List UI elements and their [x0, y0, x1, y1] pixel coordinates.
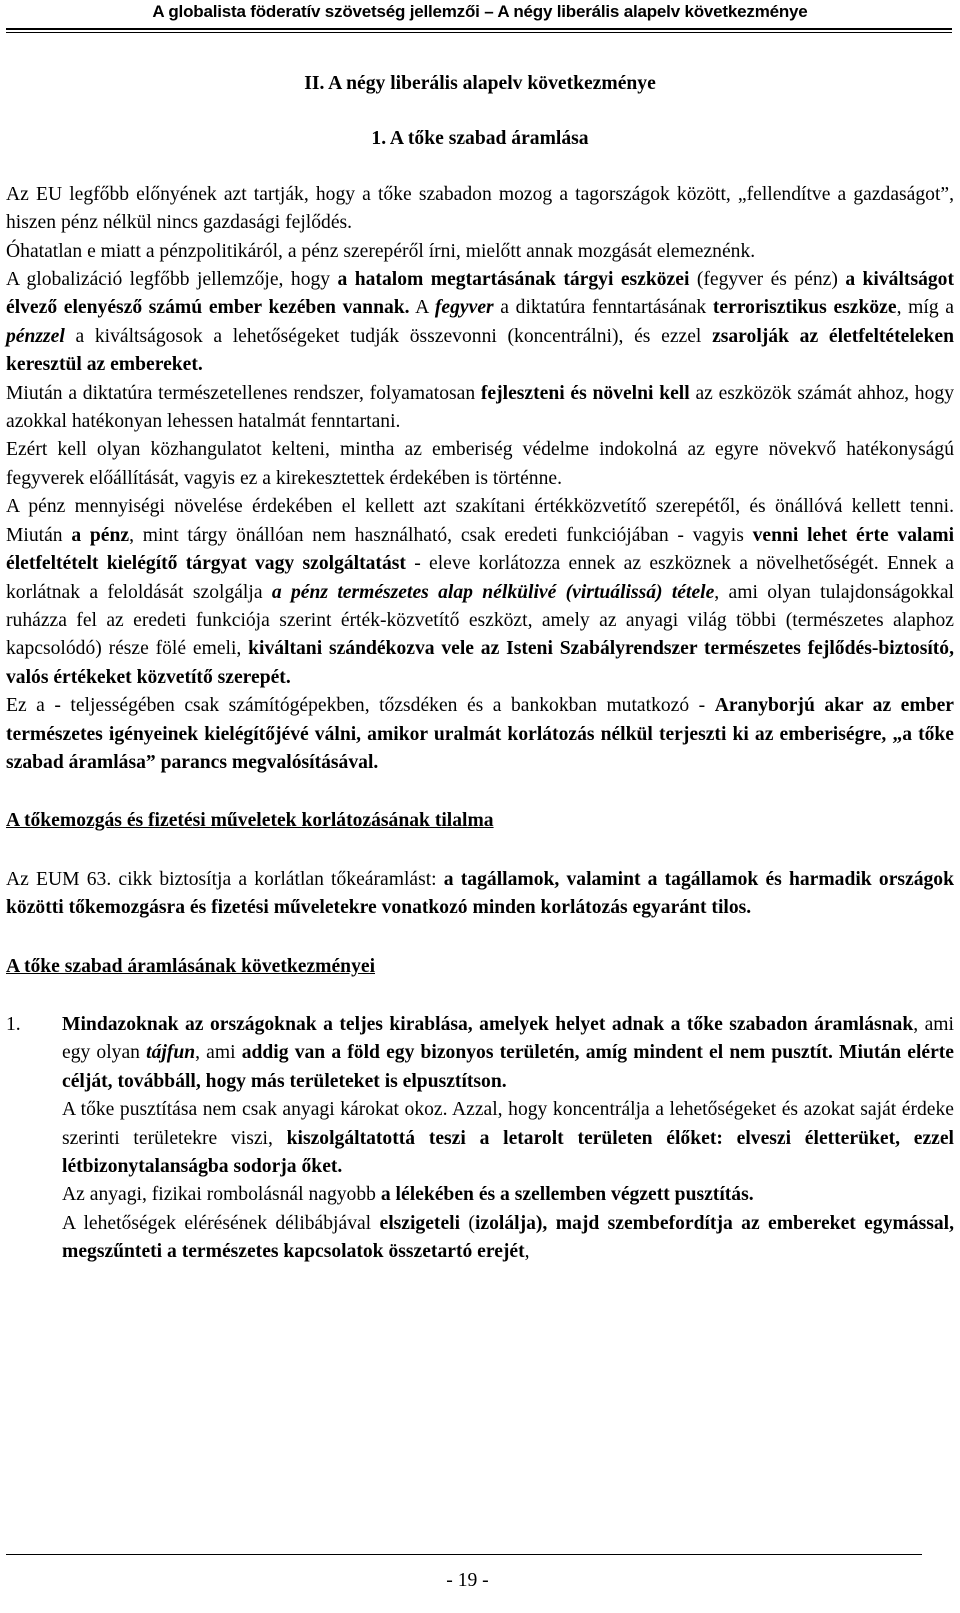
text-span: , mint tárgy önállóan nem használható, csak eredeti funkciójában - vagyis: [129, 524, 753, 546]
text-span: a kiváltságosok a lehetőségeket tudják összevonni (koncentrálni), és ezzel: [64, 325, 713, 347]
running-header: A globalista föderatív szövetség jellemzői – A négy liberális alapelv következménye: [152, 2, 808, 21]
paragraph-1: Az EU legfőbb előnyének azt tartják, hogy a tőke szabadon mozog a tagországok között, „fellendítve a gazdaságot”, hiszen pénz nélkül nincs gazdasági fejlődés.: [6, 183, 954, 234]
list-paragraph-1: [62, 1011, 954, 1096]
section-title-consequences: A tőke szabad áramlásának következményei: [6, 955, 376, 977]
text-span: Ez a - teljességében csak számítógépekben, tőzsdéken és a bankokban mutatkozó -: [6, 695, 715, 717]
text-span: , míg a: [896, 297, 954, 319]
bold-span: Aranyborjú akar az ember természetes igényeinek kielégítőjévé válni, amikor uralmát korlátozás nélkül terjeszti ki az emberiségre, „a tőke szabad áramlása” parancs megvalósításával.: [6, 695, 954, 773]
text-span: Miután a diktatúra természetellenes rendszer, folyamatosan: [6, 382, 481, 404]
bold-span: a pénz: [71, 524, 130, 546]
bold-italic-span: tájfun: [146, 1042, 196, 1064]
paragraph-5: Ezért kell olyan közhangulatot kelteni, mintha az emberiség védelme indokolná az egyre növekvő hatékonyságú fegyverek előállítását, vagyis ez a kirekesztettek érdekében is történne.: [6, 439, 954, 489]
paragraph-2: Óhatatlan e miatt a pénzpolitikáról, a pénz szerepéről írni, mielőtt annak mozgását elemeznénk.: [6, 240, 756, 262]
text-span: Az EUM 63. cikk biztosítja a korlátlan tőkeáramlást:: [6, 868, 444, 890]
list-paragraph-4: [62, 1210, 954, 1267]
bold-span: zsarolják az életfeltételeken keresztül az embereket.: [6, 325, 954, 376]
chapter-heading: II. A négy liberális alapelv következménye: [304, 73, 656, 94]
bold-span: Mindazoknak az országoknak a teljes kirablása, amelyek helyet adnak a tőke szabadon áramlásnak: [62, 1013, 914, 1035]
header-rule: [6, 28, 952, 30]
text-span: A: [409, 297, 435, 319]
section-title-capital-movement: A tőkemozgás és fizetési műveletek korlátozásának tilalma: [6, 810, 494, 832]
bold-span: a kiváltságot élvező elenyésző számú ember kezében vannak.: [6, 269, 954, 319]
bold-span: addig van a föld egy bizonyos területén, amíg mindent el nem pusztít. Miután elérte célját, továbbáll, hogy más területeket is elpusztítson.: [62, 1042, 955, 1092]
text-span: Az anyagi, fizikai rombolásnál nagyobb: [62, 1184, 381, 1206]
text-span: az eszközök számát ahhoz, hogy azokkal hatékonyan lehessen hatalmát fenntartani.: [6, 382, 954, 433]
bold-span: elszigeteli: [379, 1212, 461, 1234]
list-item-body: [62, 1011, 954, 1267]
list-paragraph-3: [62, 1181, 954, 1209]
text-span: (: [460, 1212, 475, 1234]
bold-italic-span: fegyver: [434, 297, 494, 319]
text-span: , ami olyan tulajdonságokkal ruházza fel az eredeti funkciója szerint érték-közvetítő eszközt, amely az anyagi világ többi (természetes alaphoz kapcsolódó) része fölé emeli,: [6, 581, 954, 660]
bold-italic-span: a pénz természetes alap nélkülivé (virtuálissá) tétele: [271, 581, 715, 603]
paragraph-6: [6, 493, 954, 692]
text-span: ,: [524, 1241, 530, 1263]
paragraph-eum: [6, 866, 954, 923]
text-span: , ami egy olyan: [62, 1013, 954, 1064]
bold-span: a lélekében és a szellemben végzett pusztítás.: [380, 1184, 754, 1206]
paragraph-7: [6, 692, 954, 777]
bold-span: kiszolgáltatottá teszi a letarolt területen élőket: elveszi életterüket, ezzel létbizonytalanságba sodorja őket.: [62, 1127, 954, 1177]
text-span: A tőke pusztítása nem csak anyagi károkat okoz. Azzal, hogy koncentrálja a lehetőségeket és azokat saját érdeke szerinti területekre viszi,: [62, 1099, 954, 1149]
page-content: [6, 70, 954, 1267]
bold-span: terrorisztikus eszköze: [712, 297, 897, 319]
bold-span: izolálja), majd szembefordítja az embereket egymással, megszűnteti a természetes kapcsolatok összetartó erejét: [62, 1212, 954, 1263]
section-heading: 1. A tőke szabad áramlása: [371, 128, 589, 150]
bold-span: fejleszteni és növelni kell: [480, 382, 690, 404]
paragraph-3: [6, 266, 954, 380]
paragraph-4: [6, 380, 954, 437]
page-number: - 19 -: [446, 1570, 489, 1591]
text-span: (fegyver és pénz): [689, 269, 846, 291]
text-span: A globalizáció legfőbb jellemzője, hogy: [6, 269, 338, 291]
list-item: [6, 1011, 954, 1267]
bold-span: venni lehet érte valami életfeltételt kielégítő tárgyat vagy szolgáltatást: [6, 524, 955, 575]
bold-span: kiváltani szándékozva vele az Isteni Szabályrendszer természetes fejlődés-biztosító, valós értékeket közvetítő szerepét.: [6, 638, 954, 688]
bold-italic-span: pénzzel: [6, 325, 65, 347]
text-span: a diktatúra fenntartásának: [493, 297, 713, 319]
text-span: A lehetőségek elérésének délibábjával: [62, 1212, 380, 1234]
footer-rule: [6, 1554, 922, 1555]
bold-span: a hatalom megtartásának tárgyi eszközei: [337, 269, 690, 291]
text-span: A pénz mennyiségi növelése érdekében el kellett azt szakítani értékközvetítő szerepétől, és önállóvá kellett tenni. Miután: [6, 496, 954, 546]
header-rule-thin: [6, 32, 952, 33]
text-span: - eleve korlátozza ennek az eszköznek a növelhetőségét. Ennek a korlátnak a feloldását szolgálja: [6, 553, 955, 603]
list-paragraph-2: [62, 1096, 954, 1181]
text-span: , ami: [195, 1042, 242, 1064]
list-number: 1.: [6, 1013, 21, 1035]
bold-span: a tagállamok, valamint a tagállamok és harmadik országok közötti tőkemozgásra és fizetési műveletekre vonatkozó minden korlátozás egyaránt tilos.: [6, 868, 954, 919]
